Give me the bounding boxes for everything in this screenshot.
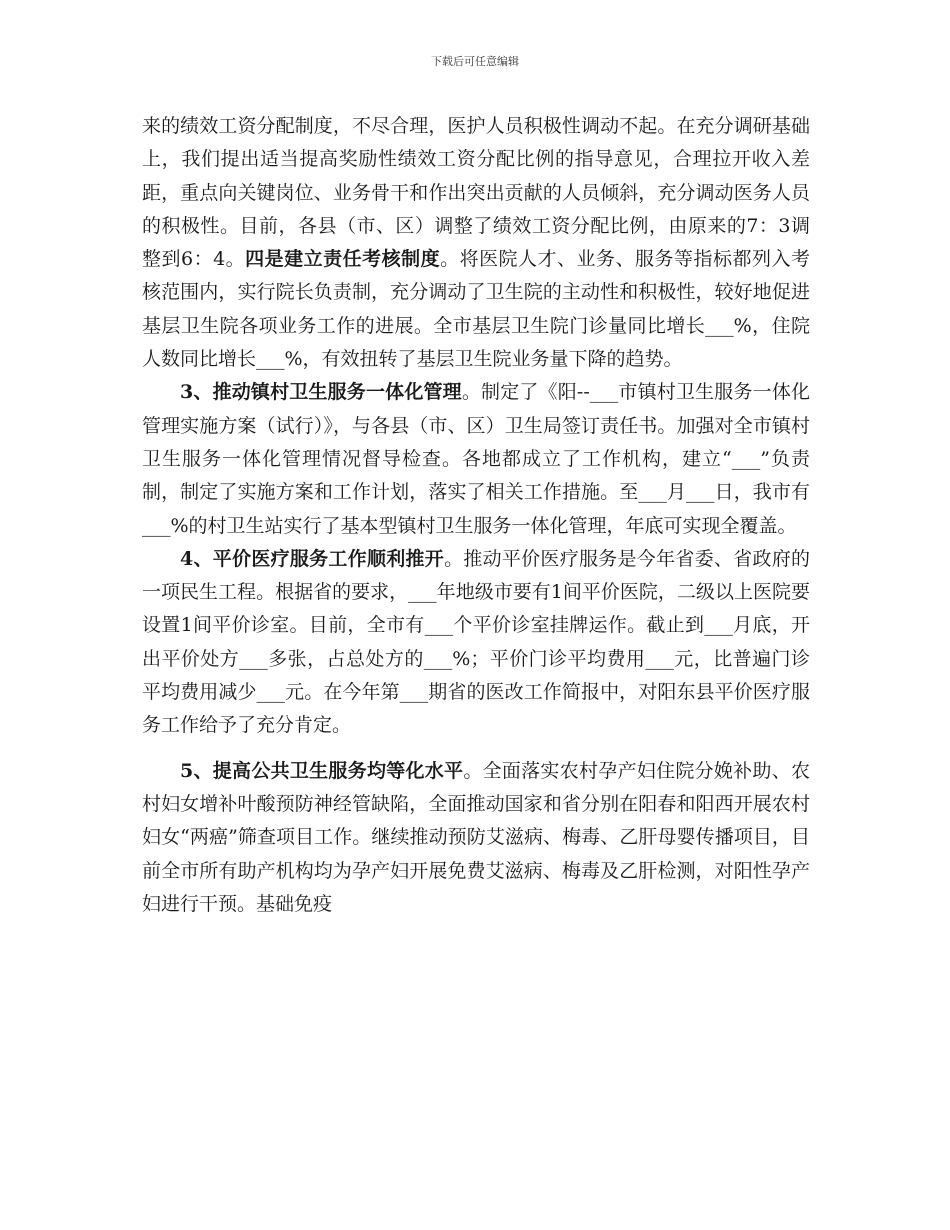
page-header: 下载后可任意编辑 xyxy=(431,55,519,68)
section-heading-3: 3、推动镇村卫生服务一体化管理 xyxy=(180,381,462,404)
bold-heading-responsibility-assessment: 四是建立责任考核制度 xyxy=(245,248,441,271)
paragraph-public-health xyxy=(142,755,810,921)
paragraph-text: 来的绩效工资分配制度，不尽合理，医护人员积极性调动不起。在充分调研基础上，我们提出适当提高奖励性绩效工资分配比例的指导意见，合理拉开收入差距，重点向关键岗位、业务骨干和作出突出贡献的人员倾斜，充分调动医务人员的积极性。目前，各县（市、区）调整了绩效工资分配比例，由原来的7：3调整到6：4。 xyxy=(142,115,810,271)
paragraph-town-village-integration xyxy=(142,376,810,542)
paragraph-text: 。推动平价医疗服务是今年省委、省政府的一项民生工程。根据省的要求，___年地级市要有1间平价医院，二级以上医院要设置1间平价诊室。目前，全市有___个平价诊室挂牌运作。截止到___月底，开出平价处方___多张，占总处方的___%；平价门诊平均费用___元，比普遍门诊平均费用减少___元。在今年第___期省的医改工作简报中，对阳东县平价医疗服务工作给予了充分肯定。 xyxy=(142,547,810,737)
document-body xyxy=(142,110,810,921)
paragraph-affordable-medical xyxy=(142,543,810,743)
paragraph-text: 。全面落实农村孕产妇住院分娩补助、农村妇女增补叶酸预防神经管缺陷，全面推动国家和省分别在阳春和阳西开展农村妇女“两癌”筛查项目工作。继续推动预防艾滋病、梅毒、乙肝母婴传播项目，目前全市所有助产机构均为孕产妇开展免费艾滋病、梅毒及乙肝检测，对阳性孕产妇进行干预。基础免疫 xyxy=(142,759,810,915)
paragraph-performance-pay xyxy=(142,110,810,376)
section-heading-5: 5、提高公共卫生服务均等化水平 xyxy=(180,759,464,782)
paragraph-text: 。将医院人才、业务、服务等指标都列入考核范围内，实行院长负责制，充分调动了卫生院的主动性和积极性，较好地促进基层卫生院各项业务工作的进展。全市基层卫生院门诊量同比增长___%，住院人数同比增长___%，有效扭转了基层卫生院业务量下降的趋势。 xyxy=(142,248,810,371)
section-heading-4: 4、平价医疗服务工作顺利推开 xyxy=(180,547,445,570)
paragraph-text: 。制定了《阳--___市镇村卫生服务一体化管理实施方案（试行）》，与各县（市、区）卫生局签订责任书。加强对全市镇村卫生服务一体化管理情况督导检查。各地都成立了工作机构，建立“___”负责制，制定了实施方案和工作计划，落实了相关工作措施。至___月___日，我市有___%的村卫生站实行了基本型镇村卫生服务一体化管理，年底可实现全覆盖。 xyxy=(142,381,810,537)
